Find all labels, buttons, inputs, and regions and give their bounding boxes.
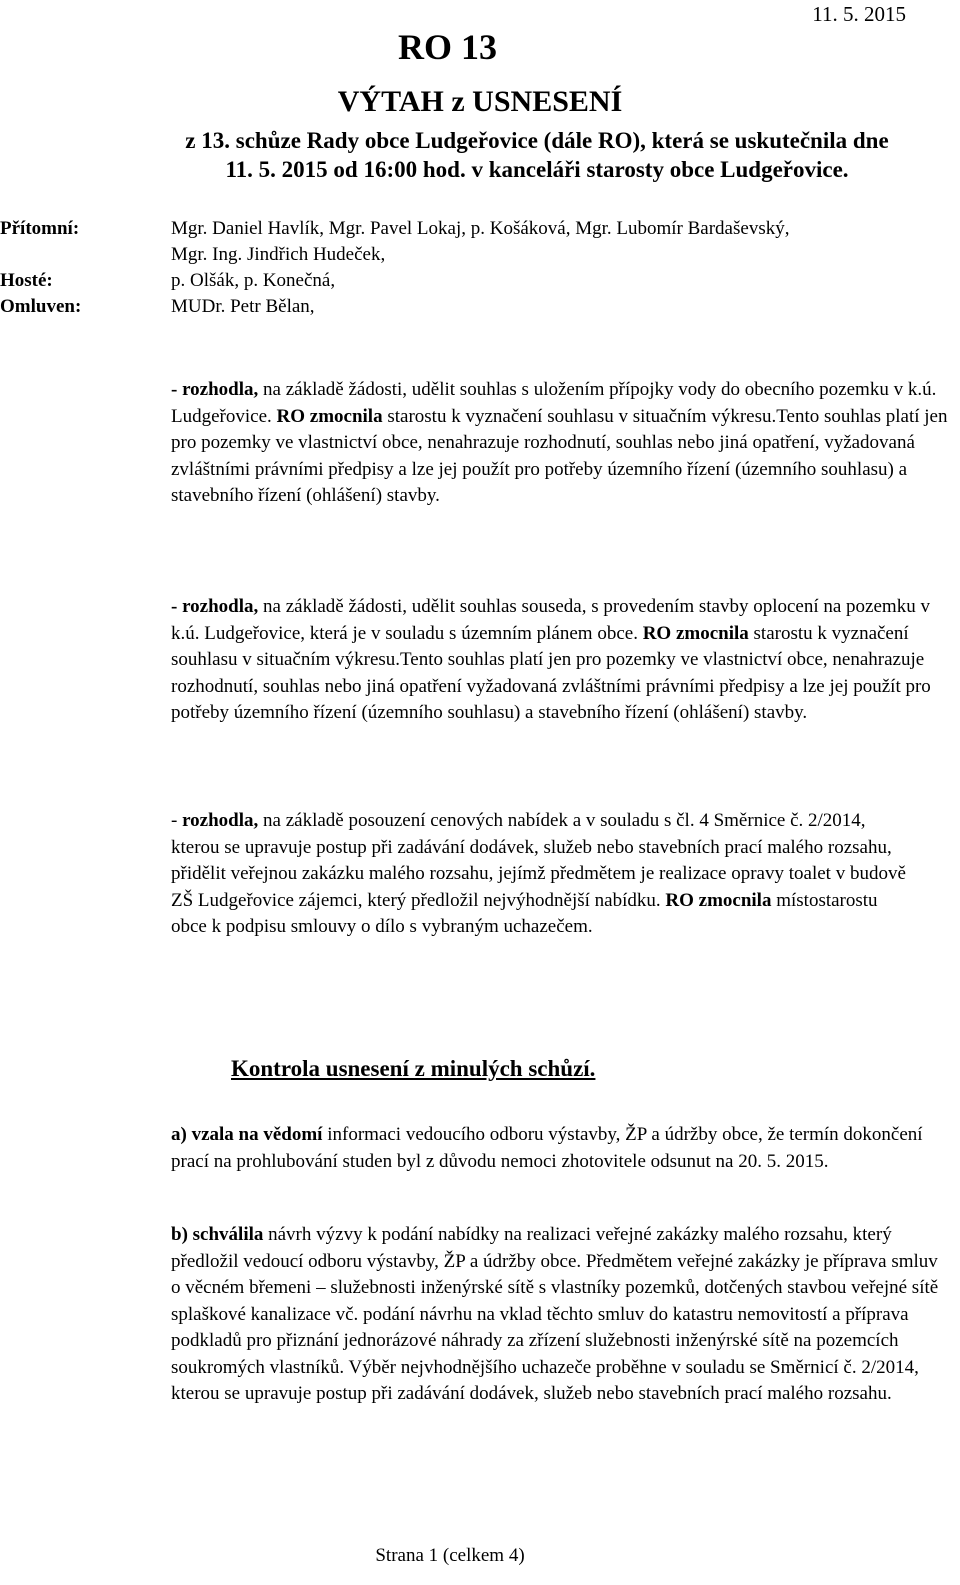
control-item-verb: a) vzala na vědomí <box>171 1124 323 1145</box>
present-names-line-2: Mgr. Ing. Jindřich Hudeček, <box>171 244 386 265</box>
control-item-a <box>171 1122 951 1175</box>
guests-names: p. Olšák, p. Konečná, <box>171 270 336 291</box>
resolution-text: na základě žádosti, udělit souhlas souseda, s provedením stavby oplocení na pozemku v k.ú. Ludgeřovice, která je v souladu s územním plánem obce. <box>171 596 930 644</box>
resolution-ro-empowered: RO zmocnila <box>276 405 383 427</box>
page-footer: Strana 1 (celkem 4) <box>375 1545 525 1566</box>
present-label: Přítomní: <box>0 218 80 239</box>
resolution-ro-empowered: RO zmocnila <box>642 622 749 644</box>
resolution-1 <box>171 377 951 510</box>
control-heading: Kontrola usnesení z minulých schůzí. <box>231 1056 596 1081</box>
document-date: 11. 5. 2015 <box>812 2 906 26</box>
resolution-text: starostu k vyznačení souhlasu v situačním výkresu.Tento souhlas platí jen pro pozemky ve vlastnictví obce, nenahrazuje rozhodnutí, souhlas nebo jiná opatření, vyžadovaná zvláštními právními předpisy a lze jej použít pro potřeby územního řízení (územního souhlasu) a stavebního řízení (ohlášení) stavby. <box>171 405 948 506</box>
subtitle-line-1: z 13. schůze Rady obce Ludgeřovice (dále RO), která se uskutečnila dne <box>185 128 889 153</box>
excused-names: MUDr. Petr Bělan, <box>171 296 315 317</box>
subtitle-line-2: 11. 5. 2015 od 16:00 hod. v kanceláři starosty obce Ludgeřovice. <box>225 157 849 182</box>
excused-label: Omluven: <box>0 296 82 317</box>
control-item-text: návrh výzvy k podání nabídky na realizaci veřejné zakázky malého rozsahu, který předložil vedoucí odboru výstavby, ŽP a údržby obce. Předmětem veřejné zakázky je příprava smluv o věcném břemeni – služebnosti inženýrské sítě s vlastníky pozemků, dotčených stavbou veřejné sítě splaškové kanalizace vč. podání návrhu na vklad těchto smluv do katastru nemovitostí a příprava podkladů pro přiznání jednorázové náhrady za zřízení služebnosti inženýrské sítě na pozemcích soukromých vlastníků. Výběr nejvhodnějšího uchazeče proběhne v souladu se Směrnicí č. 2/2014, kterou se upravuje postup při zadávání dodávek, služeb nebo stavebních prací malého rozsahu. <box>171 1224 939 1404</box>
resolution-verb: rozhodla, <box>182 810 259 831</box>
guests-label: Hosté: <box>0 270 53 291</box>
ro-number: RO 13 <box>398 27 497 67</box>
document-title: VÝTAH z USNESENÍ <box>337 85 623 118</box>
resolution-text: na základě posouzení cenových nabídek a v souladu s čl. 4 Směrnice č. 2/2014, kterou se upravuje postup při zadávání dodávek, služeb nebo stavebních prací malého rozsahu, přidělit veřejnou zakázku malého rozsahu, jejímž předmětem je realizace opravy toalet v budově ZŠ Ludgeřovice zájemci, který předložil nejvýhodnější nabídku. <box>171 810 906 911</box>
resolution-2 <box>171 594 951 727</box>
control-item-verb: b) schválila <box>171 1224 264 1245</box>
resolution-text: místostarostu obce k podpisu smlouvy o dílo s vybraným uchazečem. <box>171 889 878 937</box>
resolution-verb: - rozhodla, <box>171 379 259 400</box>
resolution-ro-empowered: RO zmocnila <box>665 889 772 911</box>
resolution-text: na základě žádosti, udělit souhlas s uložením přípojky vody do obecního pozemku v k.ú. Ludgeřovice. <box>171 379 937 427</box>
present-names-line-1: Mgr. Daniel Havlík, Mgr. Pavel Lokaj, p. Košáková, Mgr. Lubomír Bardaševský, <box>171 218 790 239</box>
control-item-text: informaci vedoucího odboru výstavby, ŽP a údržby obce, že termín dokončení prací na prohlubování studen byl z důvodu nemoci zhotovitele odsunut na 20. 5. 2015. <box>171 1124 923 1172</box>
resolution-prefix: - <box>171 810 183 831</box>
resolution-verb: - rozhodla, <box>171 596 259 617</box>
resolution-3 <box>171 808 916 941</box>
control-item-b <box>171 1222 951 1408</box>
resolution-text: starostu k vyznačení souhlasu v situačním výkresu.Tento souhlas platí jen pro pozemky ve vlastnictví obce, nenahrazuje rozhodnutí, souhlas nebo jiná opatření vyžadovaná zvláštními právními předpisy a lze jej použít pro potřeby územního řízení (územního souhlasu) a stavebního řízení (ohlášení) stavby. <box>171 622 931 723</box>
